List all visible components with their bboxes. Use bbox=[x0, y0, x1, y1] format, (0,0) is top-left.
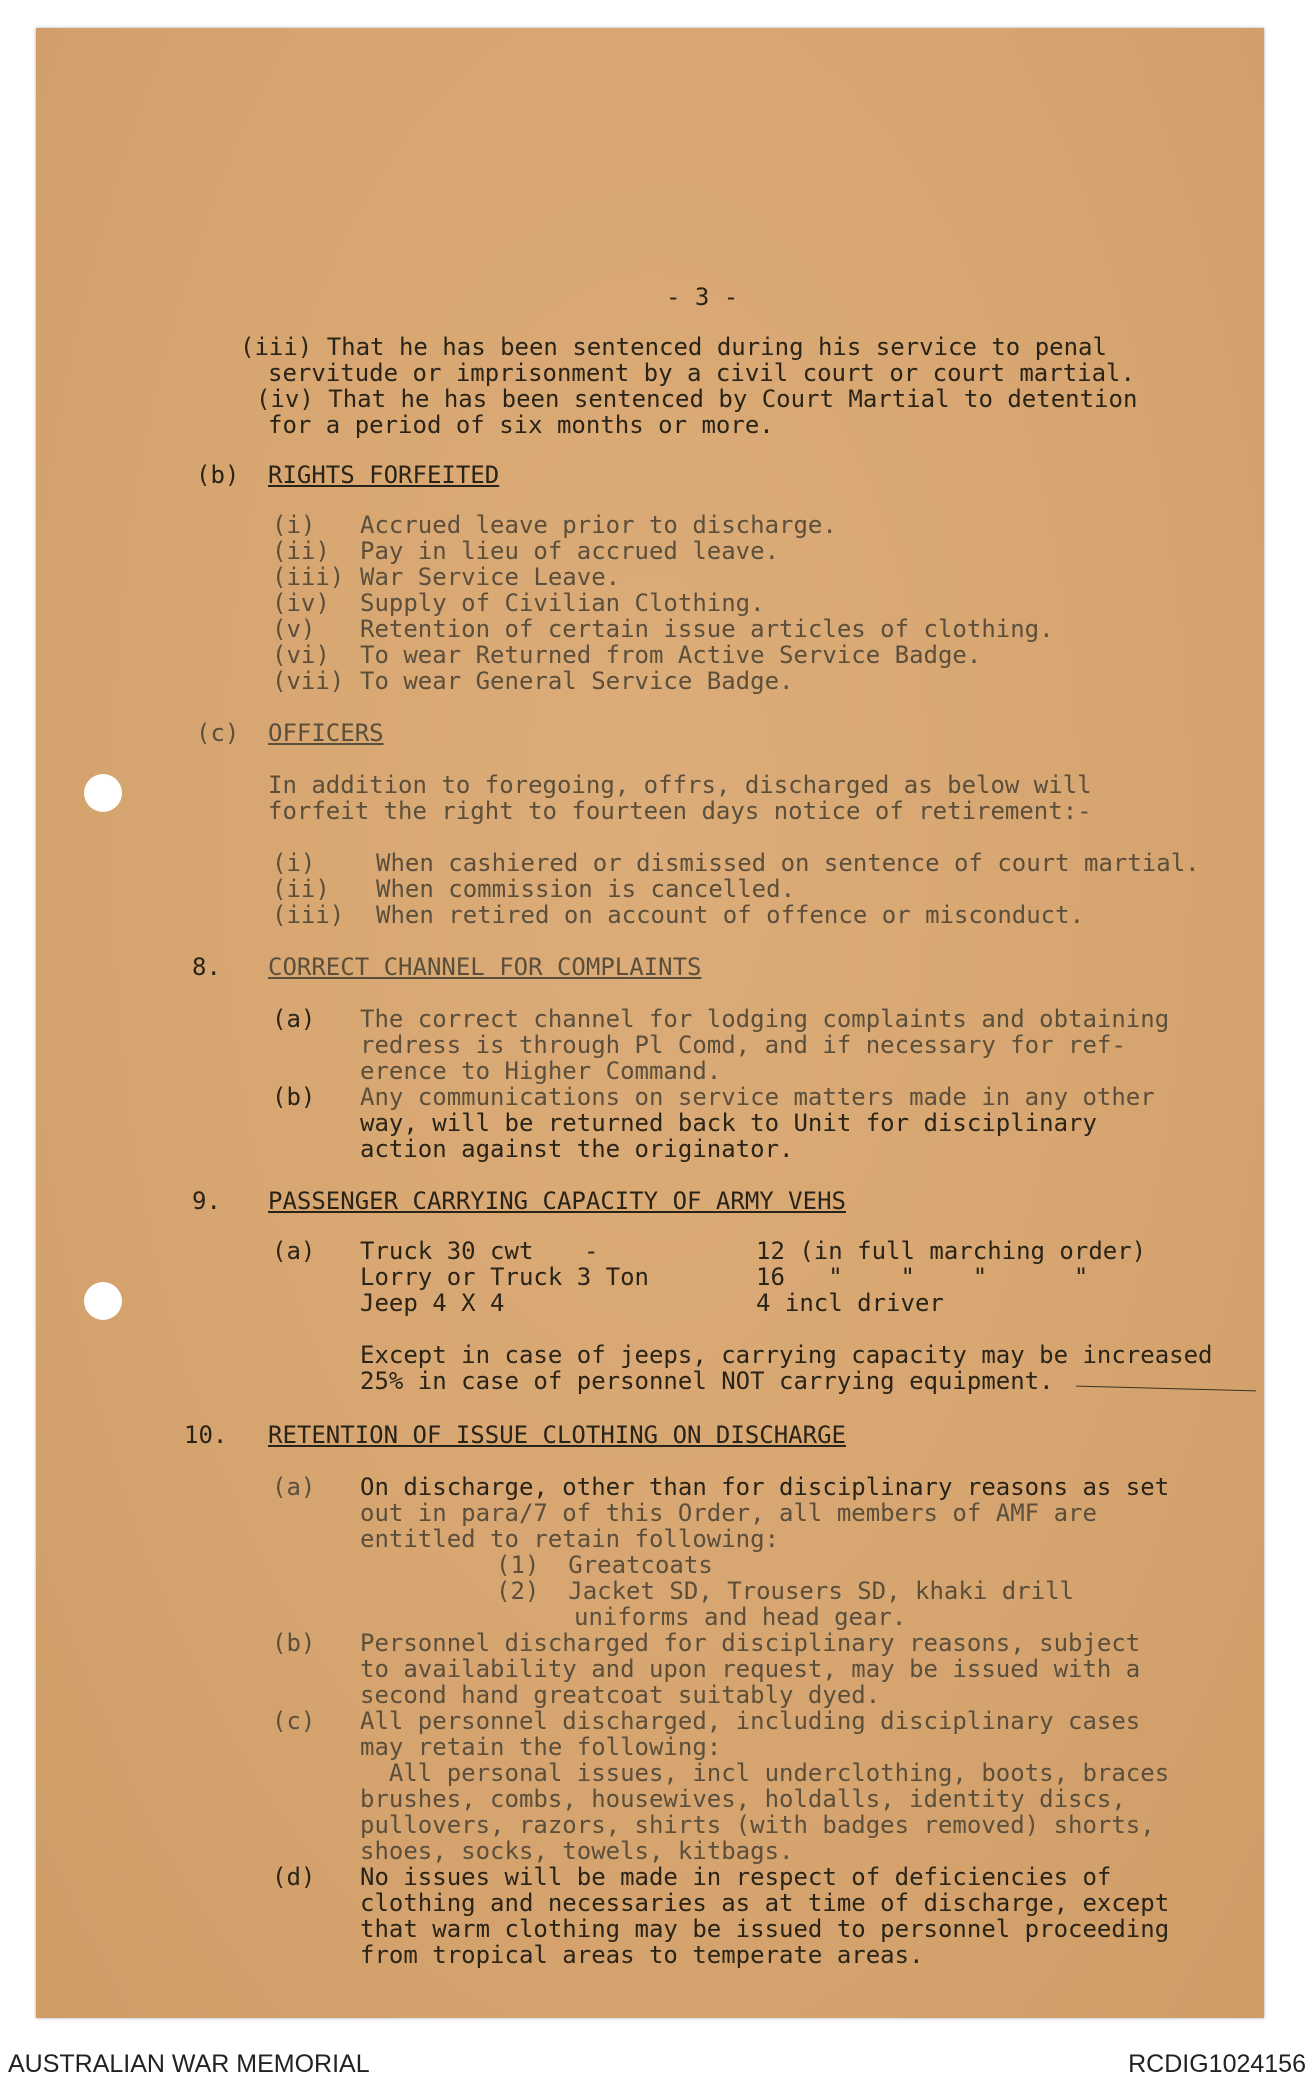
para-8b-line3: action against the originator. bbox=[360, 1135, 794, 1163]
section-b-label: (b) bbox=[196, 461, 240, 489]
para-10d-line1: No issues will be made in respect of deficiencies of bbox=[360, 1863, 1112, 1891]
section-b-item-2-num: (ii) bbox=[272, 537, 330, 565]
clause-iv-line1: (iv) That he has been sentenced by Court Martial to detention bbox=[256, 385, 1138, 413]
section-c-item-2-num: (ii) bbox=[272, 875, 330, 903]
section-b-item-7-num: (vii) bbox=[272, 667, 345, 695]
section-c-heading: OFFICERS bbox=[268, 719, 384, 747]
para-10b-label: (b) bbox=[272, 1629, 316, 1657]
section-c-item-3-text: When retired on account of offence or misconduct. bbox=[376, 901, 1085, 929]
para-8b-label: (b) bbox=[272, 1083, 316, 1111]
para-10d-line3: that warm clothing may be issued to personnel proceeding bbox=[360, 1915, 1170, 1943]
para-9-note-line1: Except in case of jeeps, carrying capacity may be increased bbox=[360, 1341, 1213, 1369]
vehicle-row-3-capacity: 4 incl driver bbox=[756, 1289, 944, 1317]
para-10c-line1: All personnel discharged, including disciplinary cases bbox=[360, 1707, 1141, 1735]
para-8a-line3: erence to Higher Command. bbox=[360, 1057, 722, 1085]
section-b-item-4-text: Supply of Civilian Clothing. bbox=[360, 589, 765, 617]
section-c-intro-line2: forfeit the right to fourteen days notice of retirement:- bbox=[268, 797, 1092, 825]
para-10a-sub1: (1) Greatcoats bbox=[496, 1551, 713, 1579]
vehicle-row-1-dash: - bbox=[584, 1237, 599, 1265]
para-8-number: 8. bbox=[192, 953, 221, 981]
para-10-number: 10. bbox=[184, 1421, 228, 1449]
clause-iii-line1: (iii) That he has been sentenced during his service to penal bbox=[240, 333, 1107, 361]
section-c-item-1-num: (i) bbox=[272, 849, 316, 877]
typed-text bbox=[36, 28, 1264, 2018]
vehicle-row-2-capacity: 16 " " " " bbox=[756, 1263, 1089, 1291]
vehicle-row-3-name: Jeep 4 X 4 bbox=[360, 1289, 505, 1317]
section-b-item-7-text: To wear General Service Badge. bbox=[360, 667, 794, 695]
section-c-label: (c) bbox=[196, 719, 240, 747]
vehicle-row-1-name: Truck 30 cwt bbox=[360, 1237, 534, 1265]
section-c-item-1-text: When cashiered or dismissed on sentence of court martial. bbox=[376, 849, 1200, 877]
para-10c-label: (c) bbox=[272, 1707, 316, 1735]
para-8b-line2: way, will be returned back to Unit for disciplinary bbox=[360, 1109, 1097, 1137]
para-10c-line3: All personal issues, incl underclothing, boots, braces bbox=[360, 1759, 1170, 1787]
section-b-item-4-num: (iv) bbox=[272, 589, 330, 617]
archive-credit: AUSTRALIAN WAR MEMORIAL bbox=[8, 2050, 370, 2078]
section-c-item-2-text: When commission is cancelled. bbox=[376, 875, 796, 903]
para-10a-line3: entitled to retain following: bbox=[360, 1525, 780, 1553]
para-8a-line1: The correct channel for lodging complaints and obtaining bbox=[360, 1005, 1170, 1033]
para-10a-label: (a) bbox=[272, 1473, 316, 1501]
section-b-item-1-text: Accrued leave prior to discharge. bbox=[360, 511, 837, 539]
clause-iv-line2: for a period of six months or more. bbox=[268, 411, 774, 439]
section-b-item-5-num: (v) bbox=[272, 615, 316, 643]
section-b-item-5-text: Retention of certain issue articles of clothing. bbox=[360, 615, 1054, 643]
para-8a-label: (a) bbox=[272, 1005, 316, 1033]
vehicle-row-2-name: Lorry or Truck 3 Ton bbox=[360, 1263, 649, 1291]
vehicle-row-1-capacity: 12 (in full marching order) bbox=[756, 1237, 1147, 1265]
section-c-item-3-num: (iii) bbox=[272, 901, 345, 929]
page-number: - 3 - bbox=[666, 283, 739, 311]
para-10a-line1: On discharge, other than for disciplinary reasons as set bbox=[360, 1473, 1170, 1501]
para-9-note-line2: 25% in case of personnel NOT carrying equipment. bbox=[360, 1367, 1054, 1395]
pencil-stroke bbox=[1076, 1386, 1256, 1392]
para-10a-sub2: (2) Jacket SD, Trousers SD, khaki drill bbox=[496, 1577, 1074, 1605]
para-10d-line4: from tropical areas to temperate areas. bbox=[360, 1941, 924, 1969]
para-10c-line4: brushes, combs, housewives, holdalls, identity discs, bbox=[360, 1785, 1126, 1813]
section-b-heading: RIGHTS FORFEITED bbox=[268, 461, 500, 489]
para-10-heading: RETENTION OF ISSUE CLOTHING ON DISCHARGE bbox=[268, 1421, 846, 1449]
para-10b-line2: to availability and upon request, may be issued with a bbox=[360, 1655, 1141, 1683]
section-b-item-6-text: To wear Returned from Active Service Badge. bbox=[360, 641, 982, 669]
section-b-item-2-text: Pay in lieu of accrued leave. bbox=[360, 537, 780, 565]
para-10c-line6: shoes, socks, towels, kitbags. bbox=[360, 1837, 794, 1865]
para-10b-line1: Personnel discharged for disciplinary reasons, subject bbox=[360, 1629, 1141, 1657]
section-b-item-3-num: (iii) bbox=[272, 563, 345, 591]
section-b-item-6-num: (vi) bbox=[272, 641, 330, 669]
para-10d-label: (d) bbox=[272, 1863, 316, 1891]
para-10d-line2: clothing and necessaries as at time of discharge, except bbox=[360, 1889, 1170, 1917]
para-8-heading: CORRECT CHANNEL FOR COMPLAINTS bbox=[268, 953, 702, 981]
section-c-intro-line1: In addition to foregoing, offrs, discharged as below will bbox=[268, 771, 1092, 799]
para-8a-line2: redress is through Pl Comd, and if necessary for ref- bbox=[360, 1031, 1126, 1059]
section-b-item-3-text: War Service Leave. bbox=[360, 563, 621, 591]
para-9a-label: (a) bbox=[272, 1237, 316, 1265]
section-b-item-1-num: (i) bbox=[272, 511, 316, 539]
para-9-number: 9. bbox=[192, 1187, 221, 1215]
para-8b-line1: Any communications on service matters made in any other bbox=[360, 1083, 1155, 1111]
document-page bbox=[36, 28, 1264, 2018]
para-10b-line3: second hand greatcoat suitably dyed. bbox=[360, 1681, 881, 1709]
archive-id: RCDIG1024156 bbox=[1128, 2050, 1306, 2078]
para-10a-sub2b: uniforms and head gear. bbox=[574, 1603, 907, 1631]
para-10c-line2: may retain the following: bbox=[360, 1733, 722, 1761]
clause-iii-line2: servitude or imprisonment by a civil court or court martial. bbox=[268, 359, 1135, 387]
para-9-heading: PASSENGER CARRYING CAPACITY OF ARMY VEHS bbox=[268, 1187, 846, 1215]
para-10c-line5: pullovers, razors, shirts (with badges removed) shorts, bbox=[360, 1811, 1155, 1839]
para-10a-line2: out in para/7 of this Order, all members of AMF are bbox=[360, 1499, 1097, 1527]
